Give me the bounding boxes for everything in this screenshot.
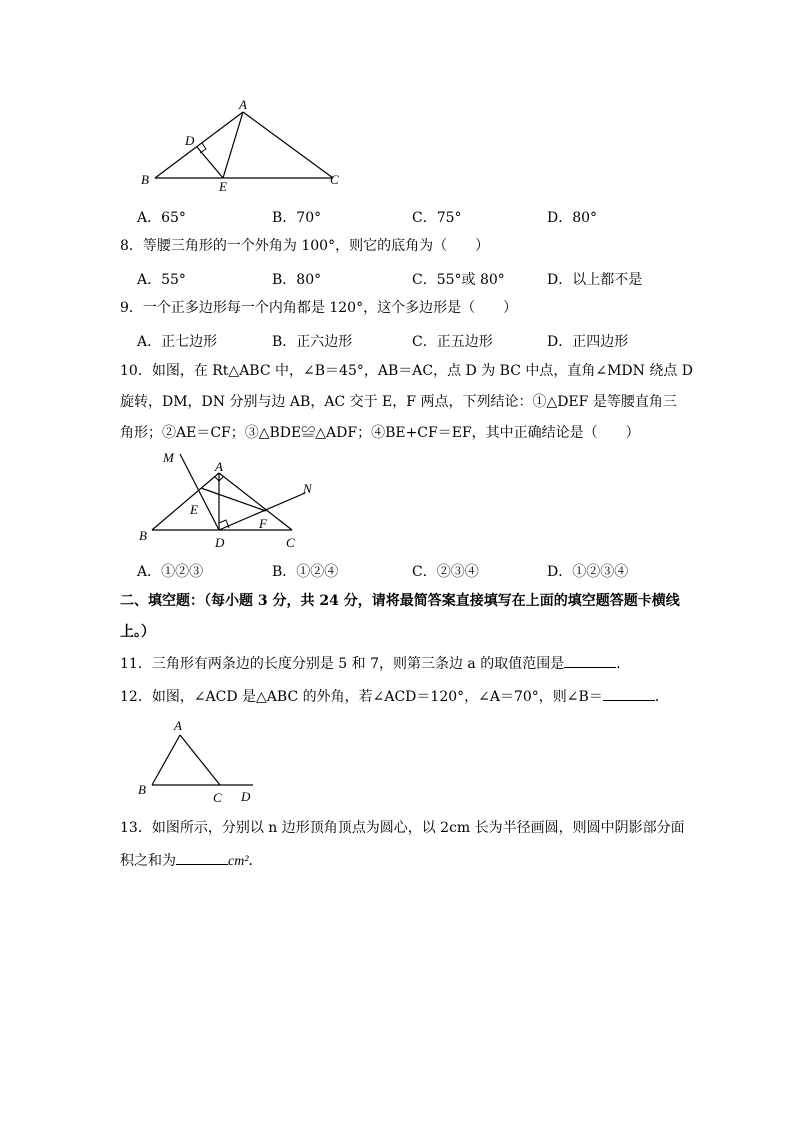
q12-end: ． bbox=[654, 689, 669, 705]
fig1-label-e: E bbox=[219, 179, 227, 194]
q9-stem: 9．一个正多边形每一个内角都是 120°，这个多边形是（ ） bbox=[120, 300, 518, 316]
q13-text: 积之和为 bbox=[120, 853, 176, 869]
fig3-side-ab bbox=[152, 735, 180, 785]
fig2-side-ac bbox=[219, 473, 292, 530]
q8-option-c[interactable]: C．55°或 80° bbox=[412, 272, 505, 288]
q8-stem: 8．等腰三角形的一个外角为 100°，则它的底角为（ ） bbox=[120, 238, 490, 254]
q9-option-a[interactable]: A．正七边形 bbox=[137, 334, 218, 350]
fig1-segment-ae bbox=[223, 112, 243, 178]
fig2-segment-ef bbox=[201, 488, 266, 511]
q12-stem bbox=[120, 686, 669, 707]
q12-answer-blank[interactable] bbox=[603, 686, 655, 701]
q12-text: 12．如图，∠ACD 是△ABC 的外角，若∠ACD＝120°，∠A＝70°，则∠B＝ bbox=[120, 689, 603, 705]
q13-end: ． bbox=[248, 853, 263, 869]
q7-option-a[interactable]: A．65° bbox=[137, 210, 186, 226]
q10-option-a[interactable]: A．①②③ bbox=[137, 564, 204, 580]
q13-stem-line1: 13．如图所示，分别以 n 边形顶角顶点为圆心，以 2cm 长为半径画圆，则圆中阴影部分面 bbox=[120, 820, 685, 836]
q11-text: 11．三角形有两条边的长度分别是 5 和 7，则第三条边 a 的取值范围是 bbox=[120, 656, 565, 672]
fig2-label-e: E bbox=[190, 502, 198, 517]
section2-heading-line1: 二、填空题：（每小题 3 分，共 24 分，请将最简答案直接填写在上面的填空题答题卡横线 bbox=[120, 593, 680, 609]
fig3-label-d: D bbox=[241, 789, 251, 804]
q8-option-d[interactable]: D．以上都不是 bbox=[547, 272, 643, 288]
q8-option-a[interactable]: A．55° bbox=[137, 272, 186, 288]
q7-option-b[interactable]: B．70° bbox=[272, 210, 322, 226]
fig1-side-ab bbox=[155, 112, 243, 178]
q11-stem bbox=[120, 653, 630, 674]
q11-end: ． bbox=[616, 656, 631, 672]
figure-triangle-abc-1 bbox=[130, 95, 360, 200]
q11-answer-blank[interactable] bbox=[564, 653, 616, 668]
fig1-label-d: D bbox=[185, 133, 195, 148]
fig2-label-f: F bbox=[259, 516, 267, 531]
q13-stem-line2 bbox=[120, 850, 263, 872]
fig2-label-a: A bbox=[215, 459, 223, 474]
fig3-label-c: C bbox=[213, 790, 222, 805]
fig1-label-b: B bbox=[141, 172, 149, 187]
figure-rotating-right-angle bbox=[130, 448, 330, 553]
fig3-side-ac bbox=[180, 735, 220, 785]
figure-exterior-angle bbox=[130, 714, 265, 809]
fig3-label-a: A bbox=[174, 718, 182, 733]
fig2-label-d: D bbox=[215, 535, 225, 550]
q13-unit: cm² bbox=[228, 854, 249, 869]
q9-option-c[interactable]: C．正五边形 bbox=[412, 334, 493, 350]
q9-option-d[interactable]: D．正四边形 bbox=[547, 334, 629, 350]
q7-option-c[interactable]: C．75° bbox=[412, 210, 462, 226]
q10-stem-line1: 10．如图，在 Rt△ABC 中，∠B＝45°，AB＝AC，点 D 为 BC 中点，直角∠MDN 绕点 D bbox=[120, 363, 694, 379]
q8-option-b[interactable]: B．80° bbox=[272, 272, 322, 288]
fig1-segment-de bbox=[197, 147, 223, 178]
fig2-label-n: N bbox=[303, 481, 312, 496]
fig2-label-b: B bbox=[139, 528, 147, 543]
fig3-label-b: B bbox=[138, 782, 146, 797]
q10-stem-line3: 角形；②AE＝CF；③△BDE≌△ADF；④BE+CF＝EF，其中正确结论是（ ） bbox=[120, 425, 640, 441]
fig2-label-m: M bbox=[163, 450, 174, 465]
q10-option-c[interactable]: C．②③④ bbox=[412, 564, 479, 580]
fig1-label-c: C bbox=[330, 172, 339, 187]
fig1-side-ac bbox=[243, 112, 333, 178]
q9-option-b[interactable]: B．正六边形 bbox=[272, 334, 353, 350]
q13-answer-blank[interactable] bbox=[176, 850, 228, 865]
q10-stem-line2: 旋转，DM，DN 分别与边 AB，AC 交于 E，F 两点，下列结论：①△DEF 是等腰直角三 bbox=[120, 394, 677, 410]
q7-option-d[interactable]: D．80° bbox=[547, 210, 598, 226]
fig1-label-a: A bbox=[239, 97, 247, 112]
section2-heading-line2: 上。） bbox=[120, 624, 155, 640]
q10-option-d[interactable]: D．①②③④ bbox=[547, 564, 629, 580]
q10-option-b[interactable]: B．①②④ bbox=[272, 564, 339, 580]
fig2-side-ab bbox=[152, 473, 219, 530]
fig2-label-c: C bbox=[286, 535, 295, 550]
